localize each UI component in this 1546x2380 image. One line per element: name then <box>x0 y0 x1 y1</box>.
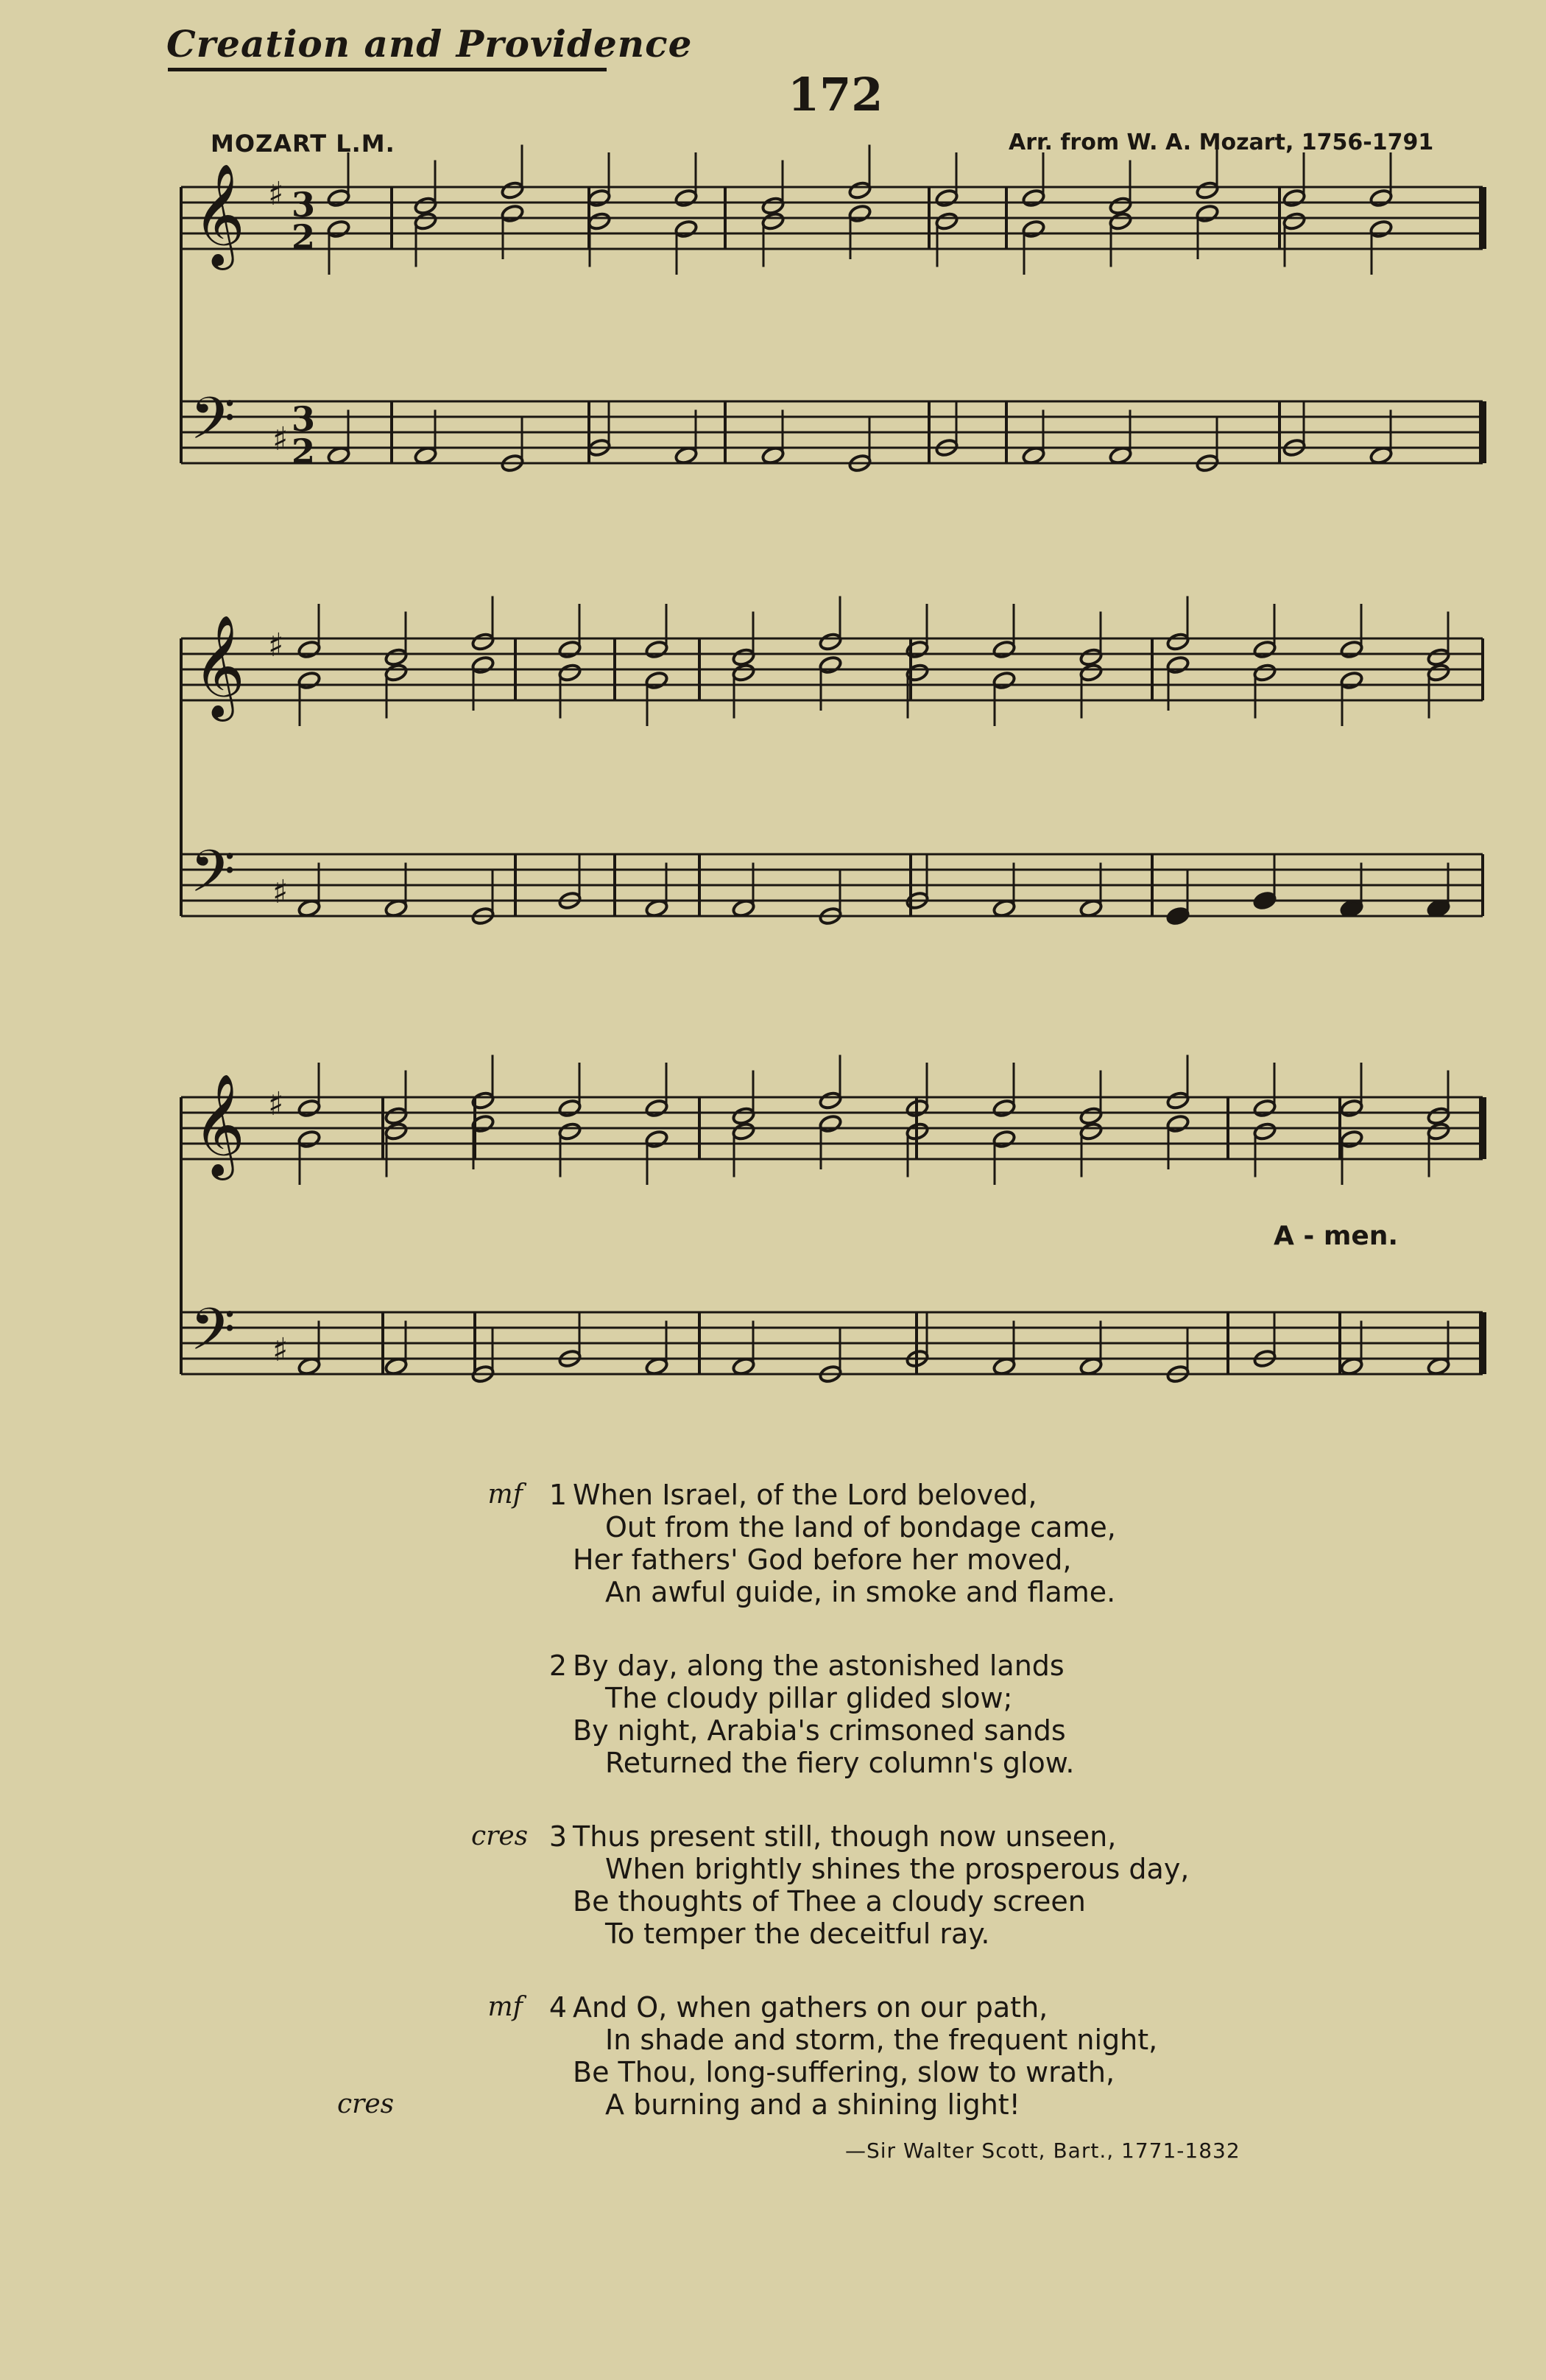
verse-line: Out from the land of bondage came, <box>605 1511 1116 1543</box>
note-head <box>1109 196 1132 215</box>
note-head <box>992 671 1016 690</box>
note-head <box>501 204 524 223</box>
note-head <box>414 211 437 230</box>
note-head <box>558 1099 582 1118</box>
note-head <box>645 1099 668 1118</box>
note-head <box>471 655 495 675</box>
note-head <box>1079 1106 1103 1125</box>
note-head <box>384 1122 408 1141</box>
time-signature-top: 3 <box>292 399 316 439</box>
notes <box>297 145 1450 1384</box>
note-head <box>1340 1130 1363 1149</box>
amen-text: A - men. <box>1274 1221 1399 1251</box>
note-head <box>1166 1091 1190 1110</box>
note-head <box>906 663 929 682</box>
bass-clef: 𝄢 <box>190 837 236 920</box>
note-head <box>1253 891 1277 910</box>
dynamic-marking: cres <box>471 1821 529 1851</box>
note-head <box>297 671 321 690</box>
note-head <box>1079 647 1103 666</box>
staff-lines <box>181 187 1483 1374</box>
note-head <box>645 671 668 690</box>
verse-line: Returned the fiery column's glow. <box>605 1747 1075 1779</box>
note-head <box>819 632 842 651</box>
note-head <box>935 189 959 208</box>
note-head <box>471 632 495 651</box>
note-head <box>1253 640 1277 659</box>
note-head <box>1340 640 1363 659</box>
note-head <box>992 1130 1016 1149</box>
note-head <box>1079 1122 1103 1141</box>
key-signature-sharp: ♯ <box>268 1085 284 1123</box>
time-signature-top: 3 <box>292 185 316 225</box>
verse-number: 2 <box>548 1650 567 1682</box>
verse-line-text: A burning and a shining light! <box>605 2088 1020 2121</box>
key-signature-sharp: ♯ <box>272 1331 289 1369</box>
note-head <box>1282 189 1306 208</box>
note-head <box>1427 1122 1450 1141</box>
note-head <box>645 1130 668 1149</box>
note-head <box>1427 1106 1450 1125</box>
verse-4 <box>337 1991 1355 2121</box>
verse-line: And O, when gathers on our path, <box>573 1991 1048 2024</box>
verse-2 <box>471 1650 1355 1779</box>
note-head <box>1282 211 1306 230</box>
arranger-credit: Arr. from W. A. Mozart, 1756-1791 <box>1009 130 1434 155</box>
attribution: —Sir Walter Scott, Bart., 1771-1832 <box>845 2138 1240 2163</box>
time-signature-bottom: 2 <box>292 217 316 257</box>
verse-line: When brightly shines the prosperous day, <box>605 1853 1190 1885</box>
note-head <box>761 211 785 230</box>
note-head <box>1166 632 1190 651</box>
verse-1 <box>471 1479 1355 1608</box>
note-head <box>384 1106 408 1125</box>
verse-number: 4 <box>548 1991 567 2024</box>
note-head <box>297 1099 321 1118</box>
verse-line: In shade and storm, the frequent night, <box>605 2024 1158 2056</box>
note-head <box>1166 906 1190 926</box>
note-head <box>1340 1099 1363 1118</box>
note-head <box>1196 204 1219 223</box>
dynamic-marking: mf <box>487 1479 523 1510</box>
note-head <box>1022 219 1045 239</box>
note-head <box>501 180 524 200</box>
note-head <box>558 640 582 659</box>
note-head <box>1196 180 1219 200</box>
hymn-number: 172 <box>788 68 883 122</box>
note-head <box>1369 189 1393 208</box>
dynamic-marking: mf <box>487 1992 523 2022</box>
note-head <box>1022 189 1045 208</box>
key-signature-sharp: ♯ <box>268 627 284 664</box>
note-head <box>1166 655 1190 675</box>
dynamic-marking: cres <box>337 2089 395 2119</box>
verse-number: 1 <box>548 1479 567 1511</box>
note-head <box>587 211 611 230</box>
time-signature-bottom: 2 <box>292 432 316 471</box>
verse-line: Be thoughts of Thee a cloudy screen <box>573 1885 1086 1918</box>
note-head <box>819 1091 842 1110</box>
note-head <box>992 640 1016 659</box>
note-head <box>1079 663 1103 682</box>
verse-line: By day, along the astonished lands <box>573 1650 1065 1682</box>
verse-line: Her fathers' God before her moved, <box>573 1543 1072 1576</box>
bass-clef: 𝄢 <box>190 1295 236 1378</box>
note-head <box>558 1122 582 1141</box>
note-head <box>327 189 350 208</box>
tune-name: MOZART L.M. <box>211 130 395 158</box>
note-head <box>848 204 872 223</box>
note-head <box>1109 211 1132 230</box>
verse-line: To temper the deceitful ray. <box>605 1918 990 1950</box>
verses <box>337 1479 1355 2162</box>
section-title: Creation and Providence <box>166 22 693 66</box>
note-head <box>992 1099 1016 1118</box>
verse-line: Be Thou, long-suffering, slow to wrath, <box>573 2056 1115 2088</box>
verse-line: The cloudy pillar glided slow; <box>605 1682 1013 1714</box>
clefs <box>190 163 315 1378</box>
note-head <box>471 1091 495 1110</box>
note-head <box>1253 1099 1277 1118</box>
note-head <box>1427 663 1450 682</box>
note-head <box>732 1122 755 1141</box>
treble-clef: 𝄞 <box>193 163 245 266</box>
note-head <box>297 640 321 659</box>
verse-number: 3 <box>548 1820 567 1853</box>
note-head <box>761 196 785 215</box>
note-head <box>935 211 959 230</box>
note-head <box>587 189 611 208</box>
note-head <box>819 655 842 675</box>
note-head <box>674 219 698 239</box>
key-signature-sharp: ♯ <box>272 873 289 911</box>
note-head <box>384 647 408 666</box>
note-head <box>819 1114 842 1133</box>
verse-line: An awful guide, in smoke and flame. <box>605 1576 1116 1608</box>
note-head <box>384 663 408 682</box>
note-head <box>1253 1122 1277 1141</box>
note-head <box>1340 671 1363 690</box>
note-head <box>1166 1114 1190 1133</box>
verse-line: By night, Arabia's crimsoned sands <box>573 1714 1066 1747</box>
note-head <box>297 1130 321 1149</box>
verse-line: When Israel, of the Lord beloved, <box>573 1479 1037 1511</box>
key-signature-sharp: ♯ <box>272 420 289 458</box>
note-head <box>732 663 755 682</box>
barlines <box>181 187 1483 1374</box>
note-head <box>558 663 582 682</box>
note-head <box>645 640 668 659</box>
note-head <box>848 180 872 200</box>
note-head <box>732 647 755 666</box>
verse-line <box>337 2088 1355 2121</box>
note-head <box>327 219 350 239</box>
treble-clef: 𝄞 <box>193 1074 245 1176</box>
key-signature-sharp: ♯ <box>268 175 284 213</box>
verse-line: Thus present still, though now unseen, <box>573 1820 1117 1853</box>
note-head <box>732 1106 755 1125</box>
treble-clef: 𝄞 <box>193 615 245 717</box>
note-head <box>906 640 929 659</box>
note-head <box>674 189 698 208</box>
verse-3 <box>471 1820 1355 1950</box>
note-head <box>1369 219 1393 239</box>
note-head <box>1253 663 1277 682</box>
note-head <box>1427 647 1450 666</box>
bass-clef: 𝄢 <box>190 384 236 467</box>
note-head <box>414 196 437 215</box>
